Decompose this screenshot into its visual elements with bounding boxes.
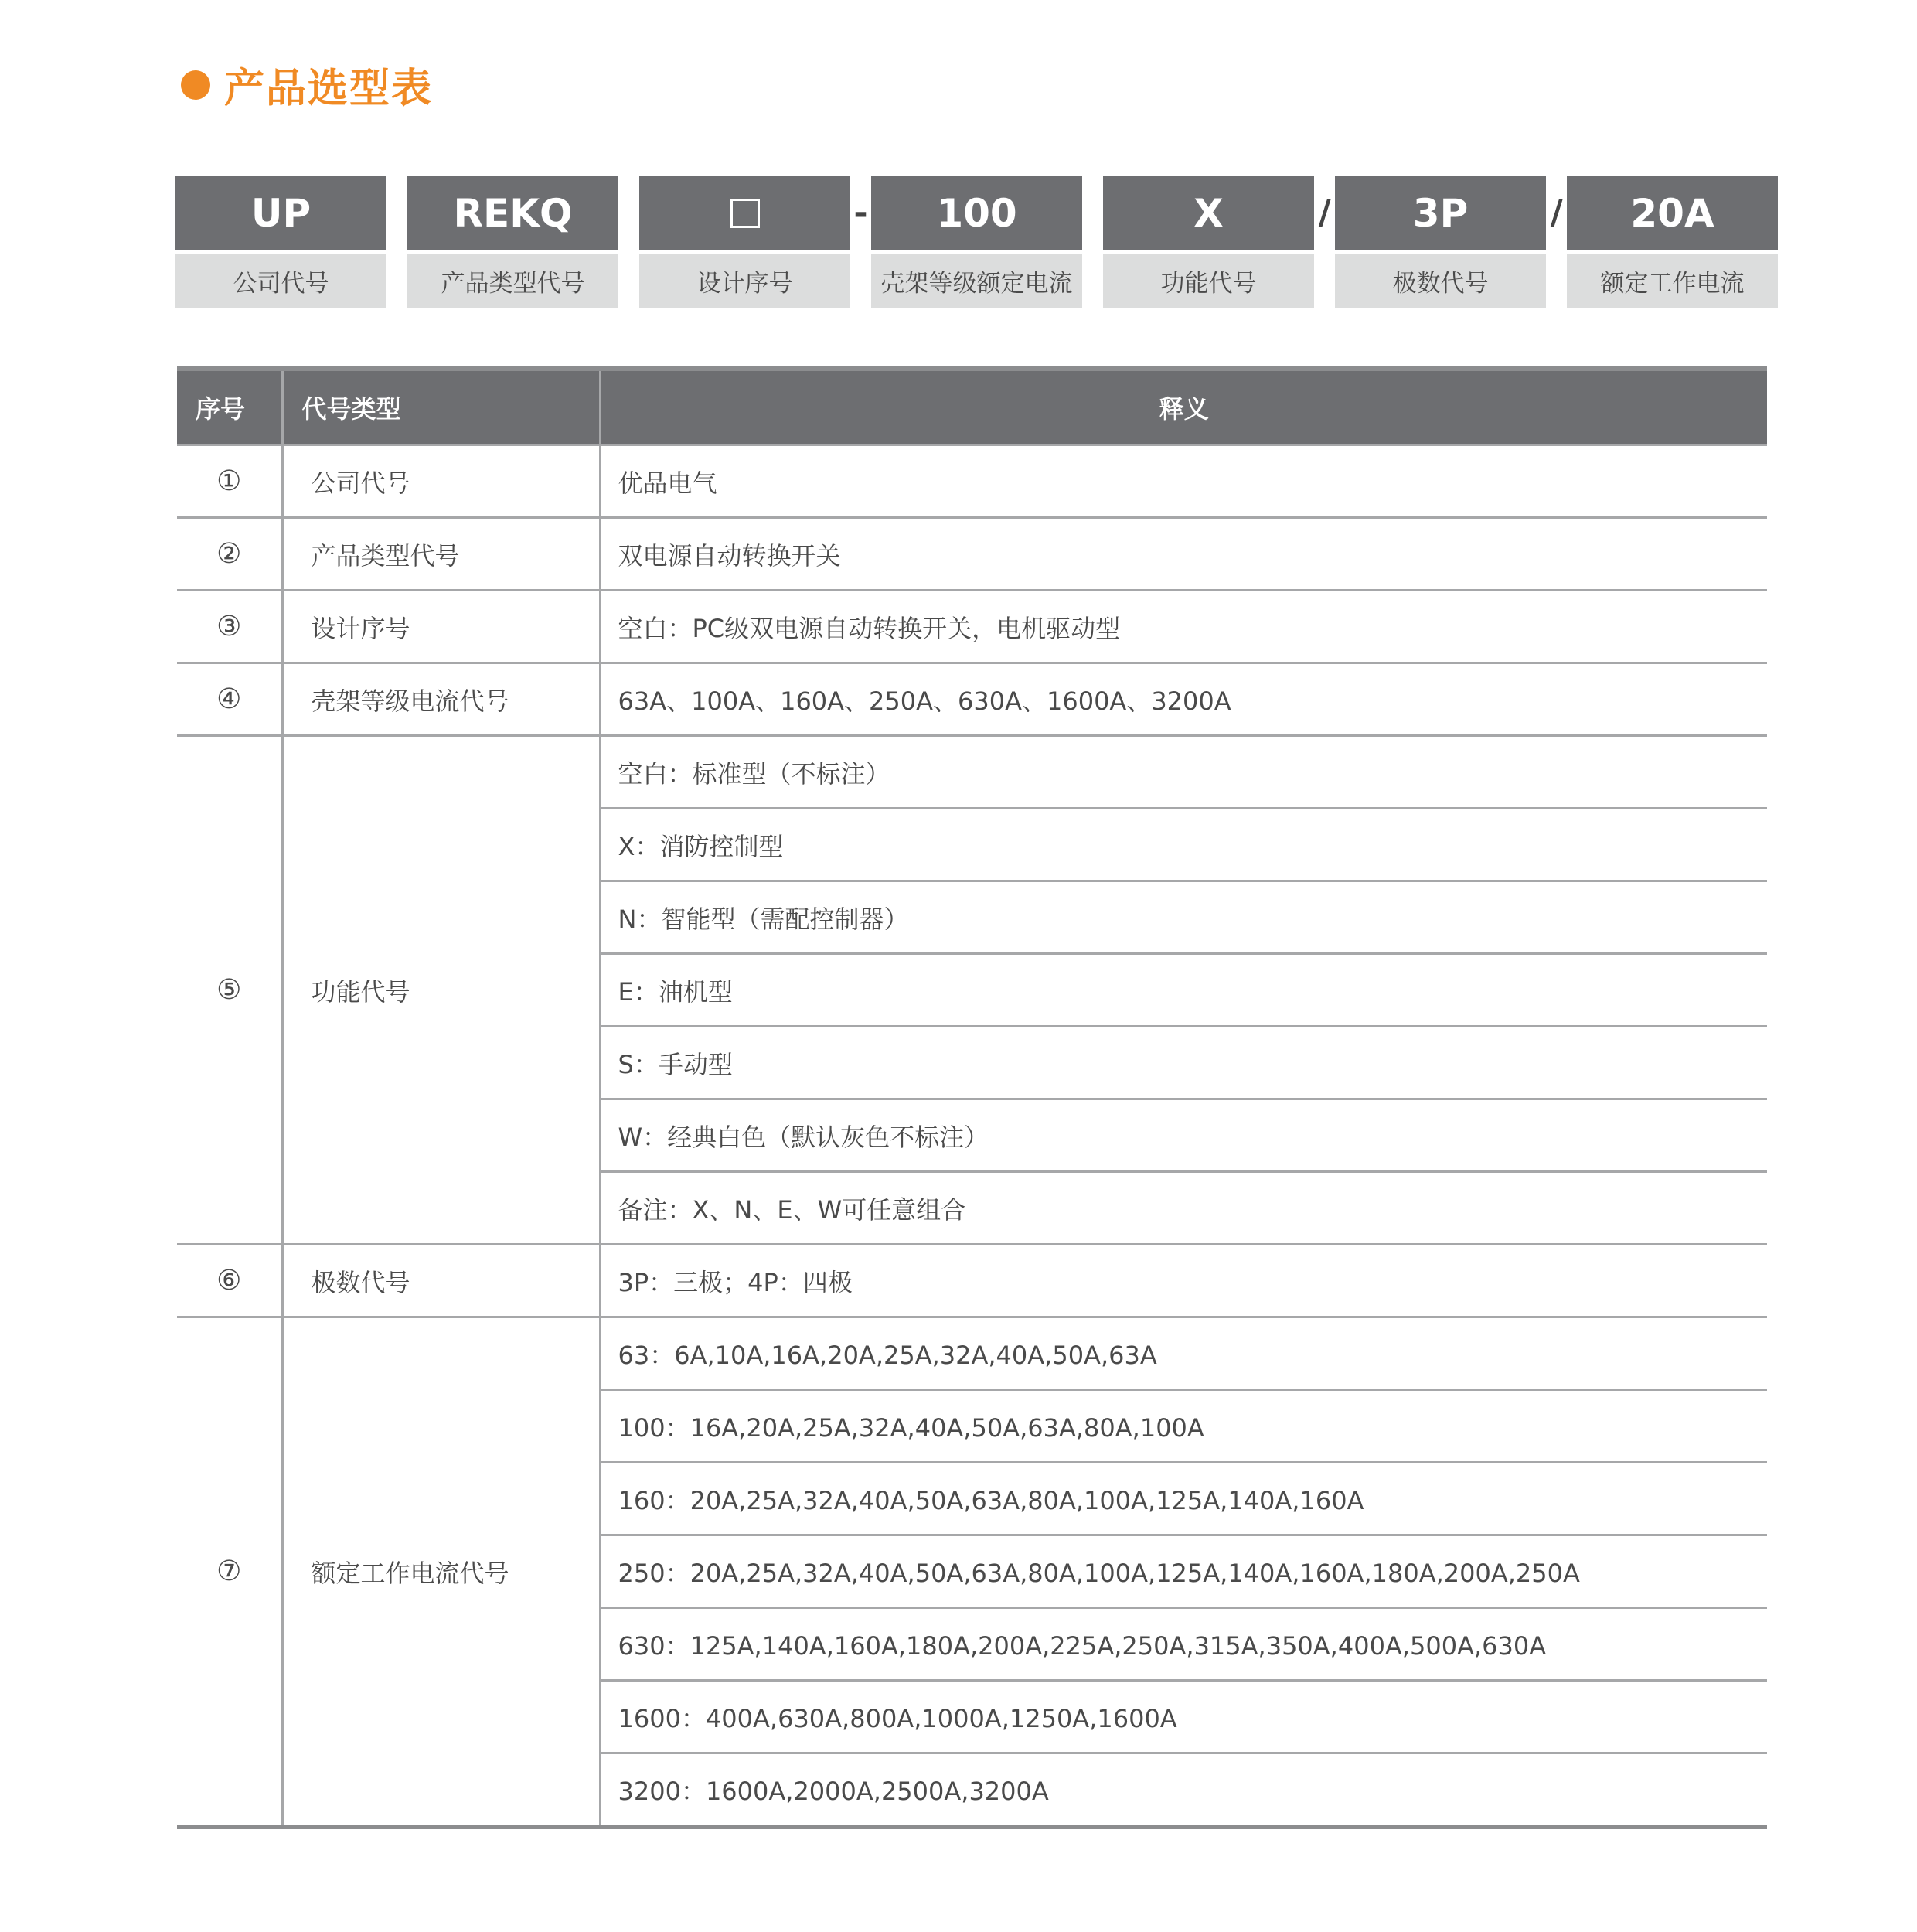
row-code-type: 额定工作电流代号 bbox=[282, 1317, 600, 1828]
code-separator-slash: / bbox=[1550, 193, 1563, 233]
row-meaning: 3200：1600A,2000A,2500A,3200A bbox=[618, 1776, 1049, 1806]
row-serial: ② bbox=[177, 518, 282, 591]
row-code-type: 壳架等级电流代号 bbox=[282, 663, 600, 736]
code-separator-dash: - bbox=[853, 193, 868, 233]
table-row bbox=[177, 518, 1767, 591]
bullet-dot-icon bbox=[181, 70, 210, 100]
row-meaning: 3P：三极；4P：四极 bbox=[600, 1245, 1767, 1317]
code-value: UP bbox=[175, 176, 386, 250]
row-code-type: 极数代号 bbox=[282, 1245, 600, 1317]
row-serial: ⑦ bbox=[177, 1317, 282, 1828]
header-meaning: 释义 bbox=[600, 369, 1767, 445]
row-meaning: S：手动型 bbox=[600, 1027, 1767, 1099]
row-meaning: 空白：PC级双电源自动转换开关，电机驱动型 bbox=[600, 591, 1767, 663]
table-row bbox=[177, 591, 1767, 663]
code-part-product-type bbox=[407, 176, 618, 308]
code-part-poles bbox=[1335, 176, 1546, 308]
code-part-frame-current bbox=[871, 176, 1082, 308]
table-row bbox=[177, 663, 1767, 736]
code-value bbox=[639, 176, 850, 250]
row-meaning: 63A、100A、160A、250A、630A、1600A、3200A bbox=[600, 663, 1767, 736]
code-value: 100 bbox=[871, 176, 1082, 250]
row-serial: ④ bbox=[177, 663, 282, 736]
code-value: 20A bbox=[1567, 176, 1778, 250]
blank-square-icon bbox=[730, 199, 760, 228]
table-row bbox=[177, 445, 1767, 518]
table-row bbox=[177, 1245, 1767, 1317]
code-label: 极数代号 bbox=[1335, 254, 1546, 308]
code-label: 额定工作电流 bbox=[1567, 254, 1778, 308]
row-code-type: 产品类型代号 bbox=[282, 518, 600, 591]
row-meaning: W：经典白色（默认灰色不标注） bbox=[600, 1099, 1767, 1172]
header-code-type: 代号类型 bbox=[282, 369, 600, 445]
code-label: 功能代号 bbox=[1103, 254, 1314, 308]
row-code-type: 公司代号 bbox=[282, 445, 600, 518]
table-body bbox=[177, 445, 1767, 1828]
page-title-text: 产品选型表 bbox=[224, 66, 434, 112]
row-meaning: 空白：标准型（不标注） bbox=[600, 736, 1767, 809]
row-serial: ③ bbox=[177, 591, 282, 663]
code-label: 公司代号 bbox=[175, 254, 386, 308]
code-part-rated-current bbox=[1567, 176, 1778, 308]
code-gap bbox=[618, 176, 639, 250]
row-meaning: 160：20A,25A,32A,40A,50A,63A,80A,100A,125A,140A,160A bbox=[600, 1463, 1767, 1535]
row-code-type: 设计序号 bbox=[282, 591, 600, 663]
code-part-function bbox=[1103, 176, 1314, 308]
code-label: 产品类型代号 bbox=[407, 254, 618, 308]
page-title bbox=[181, 56, 433, 114]
row-meaning: 双电源自动转换开关 bbox=[600, 518, 1767, 591]
row-meaning: 优品电气 bbox=[600, 445, 1767, 518]
code-part-company bbox=[175, 176, 386, 308]
row-meaning: N：智能型（需配控制器） bbox=[600, 881, 1767, 954]
code-value: REKQ bbox=[407, 176, 618, 250]
row-meaning: 63：6A,10A,16A,20A,25A,32A,40A,50A,63A bbox=[600, 1317, 1767, 1390]
row-meaning: 备注：X、N、E、W可任意组合 bbox=[600, 1172, 1767, 1245]
row-meaning: E：油机型 bbox=[600, 954, 1767, 1027]
model-code-bar bbox=[175, 176, 1778, 308]
row-code-type: 功能代号 bbox=[282, 736, 600, 1245]
code-separator-slash: / bbox=[1318, 193, 1331, 233]
code-label: 壳架等级额定电流 bbox=[871, 254, 1082, 308]
code-value: 3P bbox=[1335, 176, 1546, 250]
row-meaning: 630：125A,140A,160A,180A,200A,225A,250A,315A,350A,400A,500A,630A bbox=[600, 1608, 1767, 1681]
row-meaning: 250：20A,25A,32A,40A,50A,63A,80A,100A,125A,140A,160A,180A,200A,250A bbox=[600, 1535, 1767, 1608]
row-serial: ⑤ bbox=[177, 736, 282, 1245]
table-row bbox=[177, 1317, 1767, 1390]
table-header-row bbox=[177, 369, 1767, 445]
code-label: 设计序号 bbox=[639, 254, 850, 308]
code-value: X bbox=[1103, 176, 1314, 250]
code-gap bbox=[1082, 176, 1103, 250]
row-meaning: 100：16A,20A,25A,32A,40A,50A,63A,80A,100A bbox=[600, 1390, 1767, 1463]
row-serial: ⑥ bbox=[177, 1245, 282, 1317]
header-serial: 序号 bbox=[177, 369, 282, 445]
selection-table bbox=[177, 366, 1767, 1829]
code-part-design-serial bbox=[639, 176, 850, 308]
row-serial: ① bbox=[177, 445, 282, 518]
row-meaning: X：消防控制型 bbox=[600, 809, 1767, 881]
row-meaning: 1600：400A,630A,800A,1000A,1250A,1600A bbox=[600, 1681, 1767, 1753]
code-gap bbox=[386, 176, 407, 250]
table-row bbox=[177, 736, 1767, 809]
